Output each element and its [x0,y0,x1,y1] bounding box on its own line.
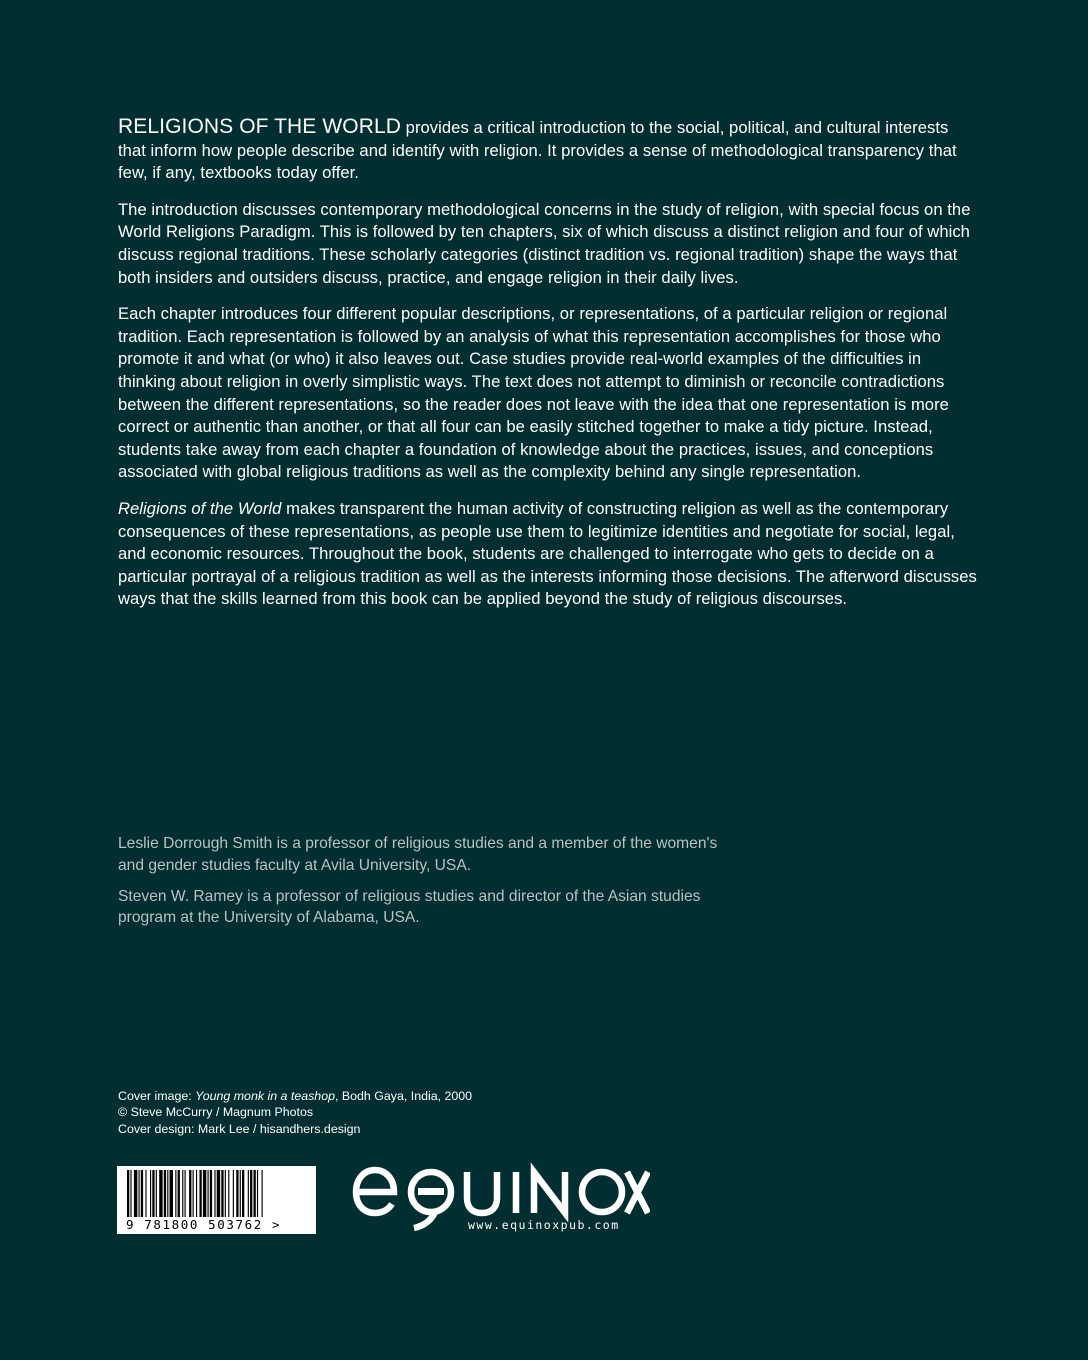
blurb-paragraph-1 [118,116,978,185]
photo-copyright: © Steve McCurry / Magnum Photos [118,1105,314,1120]
blurb-paragraph-1-text: provides a critical introduction to the social, political, and cultural interests that inform how people describe and identify with religion. It provides a sense of methodological transparency that few, if any, textbooks today offer. [118,118,957,183]
cover-design-credit: Cover design: Mark Lee / hisandhers.design [118,1121,361,1136]
book-title-italic: Religions of the World [118,498,282,518]
blurb-paragraph-3: Each chapter introduces four different popular descriptions, or representations, of a particular religion or regional tradition. Each representation is followed by an analysis of what this representation accomplishes for those who promote it and what (or who) it also leaves out. Case studies provide real-world examples of the difficulties in thinking about religion in overly simplistic ways. The text does not attempt to diminish or reconcile contradictions between the different representations, so the reader does not leave with the idea that one representation is more correct or authentic than another, or that all four can be easily stitched together to make a tidy picture. Instead, students take away from each chapter a foundation of knowledge about the practices, issues, and conceptions associated with global religious traditions as well as the complexity behind any single representation. [118,304,949,482]
isbn-barcode [117,1166,316,1234]
blurb-paragraph-4-text: makes transparent the human activity of constructing religion as well as the contemporary consequences of these representations, as people use them to legitimize identities and negotiate for social, legal, and economic resources. Throughout the book, students are challenged to interrogate who gets to decide on a particular portrayal of a religious tradition as well as the interests informing those decisions. The afterword discusses ways that the skills learned from this book can be applied beyond the study of religious discourses. [118,498,977,609]
author-bio-smith: Leslie Dorrough Smith is a professor of religious studies and a member of the women's and gender studies faculty at Avila University, USA. [118,835,718,874]
author-bio-ramey: Steven W. Ramey is a professor of religious studies and director of the Asian studies program at the University of Alabama, USA. [118,887,701,927]
barcode-digits: 9 781800 503762 > [126,1217,282,1232]
author-bios [118,833,718,938]
blurb-paragraph-2: The introduction discusses contemporary methodological concerns in the study of religion, with special focus on the World Religions Paradigm. This is followed by ten chapters, six of which discuss a distinct religion and four of which discuss regional traditions. These scholarly categories (distinct tradition vs. regional tradition) shape the ways that both insiders and outsiders discuss, practice, and engage religion in their daily lives. [118,199,971,287]
book-title-caps: RELIGIONS OF THE WORLD [118,115,402,138]
blurb-paragraph-4 [118,498,978,611]
cover-blurb [118,116,978,625]
publisher-url[interactable]: www.equinoxpub.com [468,1218,620,1232]
cover-image-credit: Cover image: Young monk in a teashop, Bodh Gaya, India, 2000 [118,1089,473,1103]
cover-credits [118,1088,638,1137]
